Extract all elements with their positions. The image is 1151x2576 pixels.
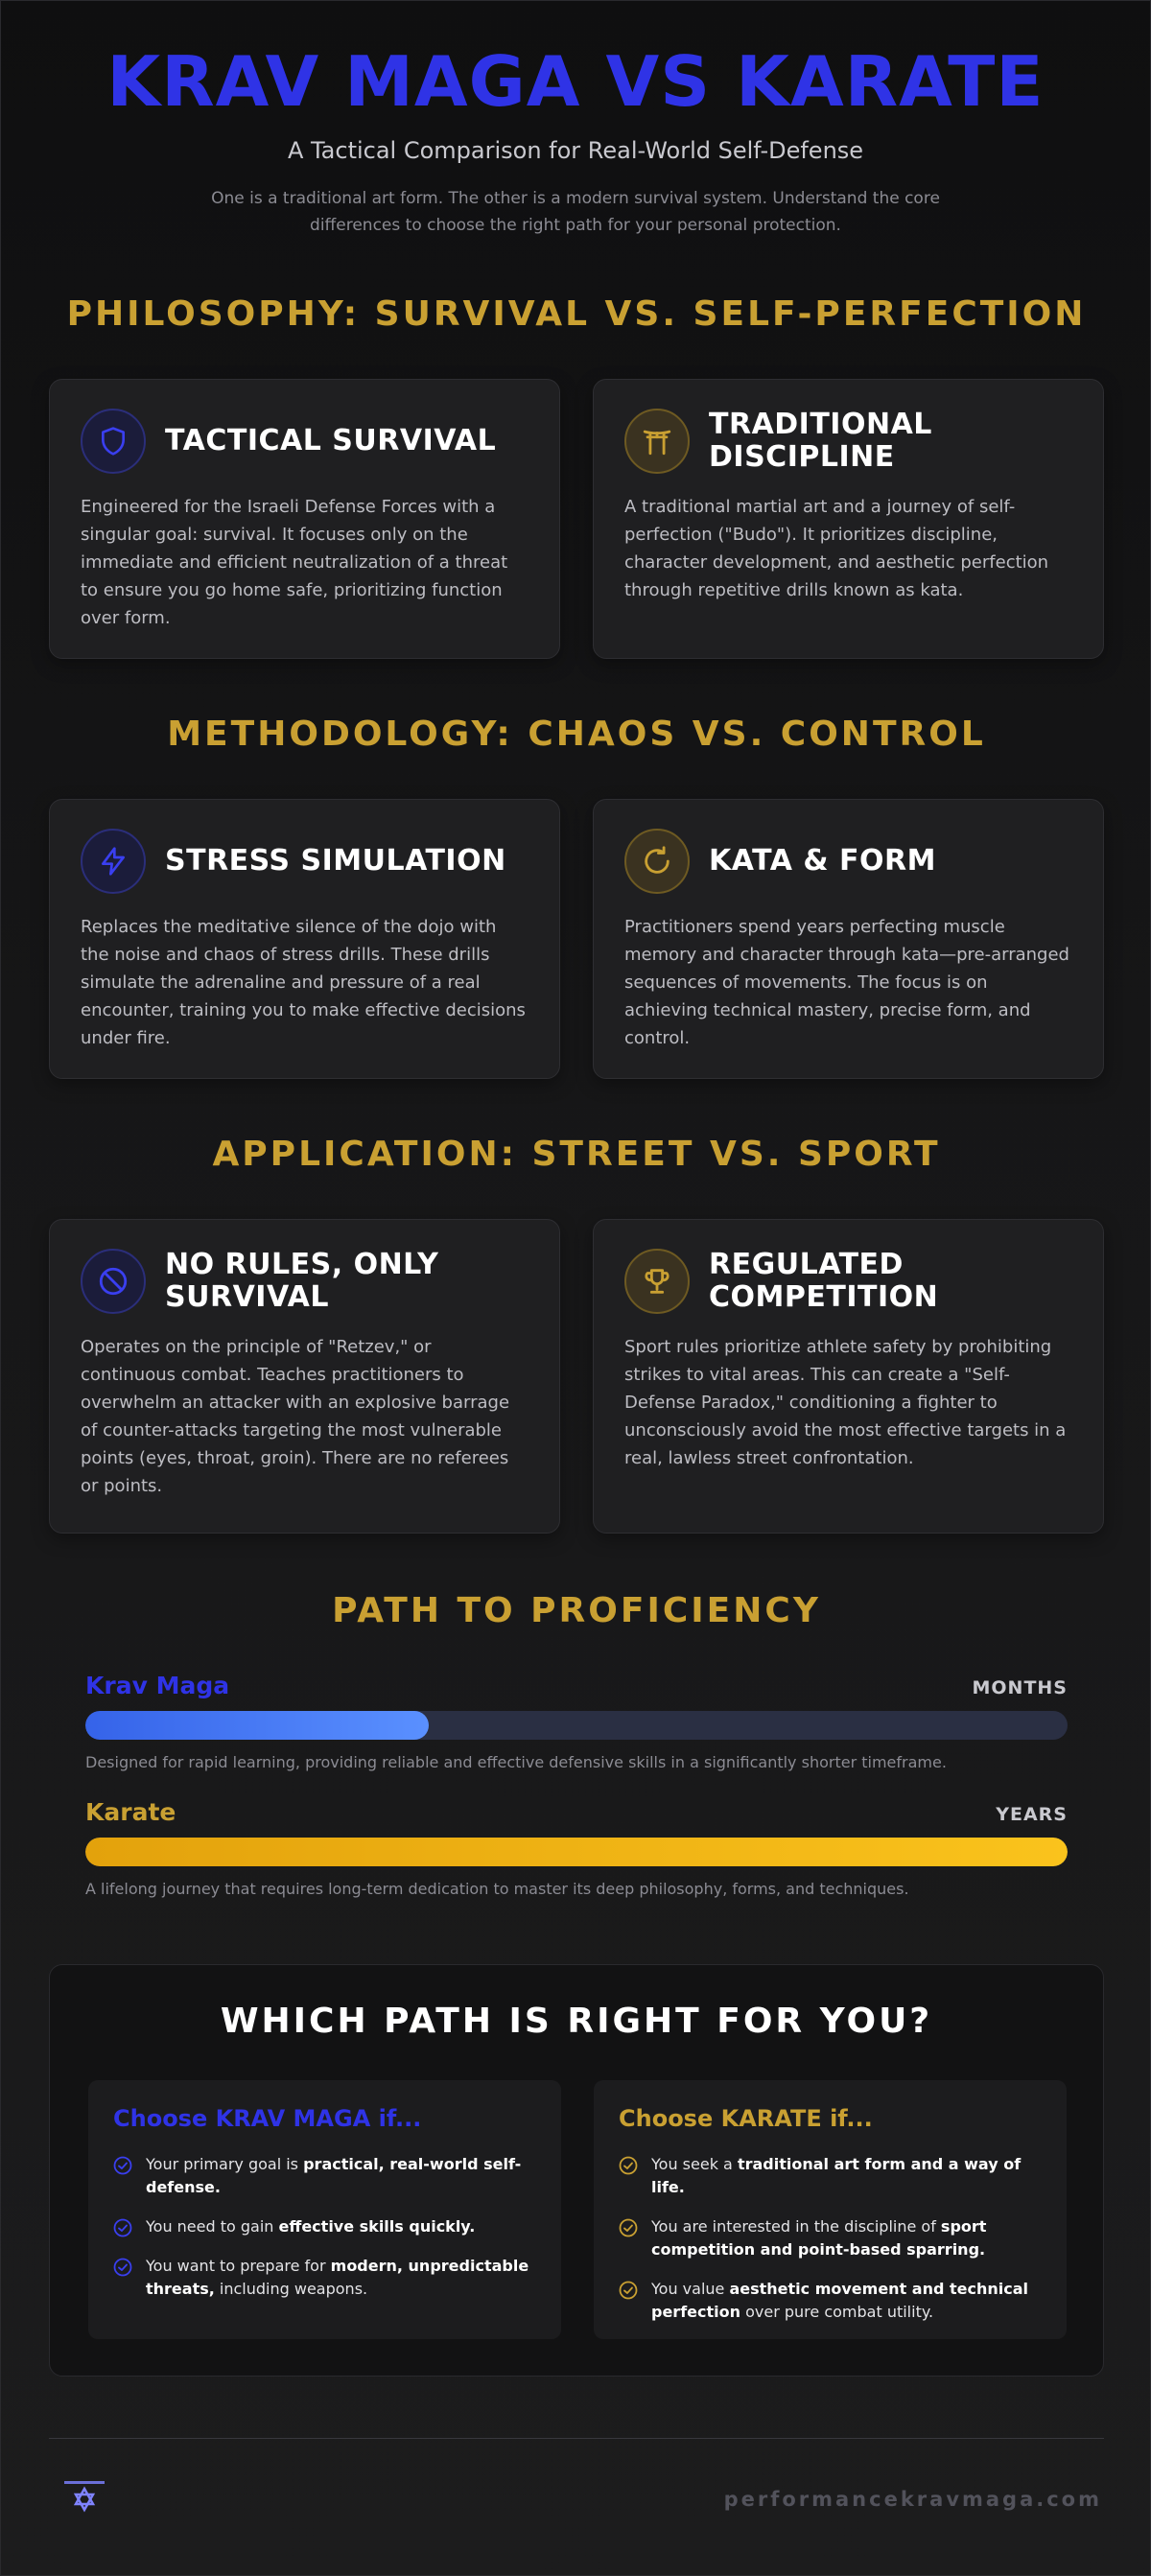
choice-item <box>619 2153 1042 2199</box>
hero <box>1 1 1150 239</box>
choice-title: WHICH PATH IS RIGHT FOR YOU? <box>220 2002 933 2041</box>
check-circle-icon <box>113 2156 132 2175</box>
card-title: TRADITIONAL DISCIPLINE <box>709 408 932 474</box>
card-tactical-survival <box>49 379 560 659</box>
trophy-icon <box>624 1249 690 1314</box>
card-body: Practitioners spend years perfecting muscle memory and character through kata—pre-arranged sequences of movements. The focus is on achieving technical mastery, precise form, and control. <box>624 917 1069 1048</box>
card-title: NO RULES, ONLY SURVIVAL <box>165 1248 439 1314</box>
card-stress-simulation <box>49 799 560 1079</box>
choice-list <box>619 2153 1042 2324</box>
progress-track <box>85 1711 1068 1740</box>
choice-heading: Choose KARATE if... <box>619 2105 873 2132</box>
site-url: performancekravmaga.com <box>723 2488 1102 2511</box>
choice-panel <box>49 1964 1104 2377</box>
choice-item-text: You seek a traditional art form and a way of life. <box>651 2155 1022 2196</box>
section-title-proficiency: PATH TO PROFICIENCY <box>332 1591 821 1630</box>
choice-krav <box>88 2080 561 2339</box>
card-body: Replaces the meditative silence of the dojo with the noise and chaos of stress drills. These drills simulate the adrenaline and pressure of a real encounter, training you to make effective decisions under fire. <box>81 917 526 1048</box>
card-title: STRESS SIMULATION <box>165 844 506 878</box>
choice-item-text: You need to gain effective skills quickly. <box>146 2217 476 2236</box>
card-body: Operates on the principle of "Retzev," or continuous combat. Teaches practitioners to overwhelm an attacker with an explosive barrage of counter-attacks targeting the most vulnerable points (eyes, throat, groin). There are no referees or points. <box>81 1337 510 1496</box>
page-subtitle: A Tactical Comparison for Real-World Self-Defense <box>287 137 864 164</box>
choice-item <box>113 2215 536 2238</box>
philosophy-cards <box>49 379 1104 659</box>
rotate-icon <box>624 829 690 894</box>
card-regulated-competition <box>593 1219 1104 1534</box>
section-title-application: APPLICATION: STREET VS. SPORT <box>212 1135 941 1174</box>
choice-item-text: Your primary goal is practical, real-world self-defense. <box>146 2155 522 2196</box>
page-description: One is a traditional art form. The other is a modern survival system. Understand the core differences to choose the right path for your personal protection. <box>211 189 940 235</box>
choice-item <box>113 2153 536 2199</box>
path-description: Designed for rapid learning, providing reliable and effective defensive skills in a significantly shorter timeframe. <box>85 1753 947 1771</box>
card-traditional-discipline <box>593 379 1104 659</box>
progress-fill <box>85 1711 429 1740</box>
path-name: Karate <box>85 1798 176 1826</box>
path-krav-maga <box>85 1672 1068 1771</box>
card-kata-form <box>593 799 1104 1079</box>
choice-item-text: You value aesthetic movement and technical perfection over pure combat utility. <box>651 2280 1029 2321</box>
section-title-philosophy: PHILOSOPHY: SURVIVAL VS. SELF-PERFECTION <box>66 294 1087 334</box>
application-cards <box>49 1219 1104 1534</box>
choice-item-text: You want to prepare for modern, unpredictable threats, including weapons. <box>146 2257 529 2298</box>
card-body: Engineered for the Israeli Defense Forces with a singular goal: survival. It focuses only on the immediate and efficient neutralization of a threat to ensure you go home safe, prioritizing function over form. <box>81 497 508 628</box>
path-description: A lifelong journey that requires long-term dedication to master its deep philosophy, forms, and techniques. <box>85 1880 909 1898</box>
choice-item <box>113 2255 536 2301</box>
choice-item-text: You are interested in the discipline of sport competition and point-based sparring. <box>651 2217 987 2259</box>
card-title: TACTICAL SURVIVAL <box>165 424 497 457</box>
card-body: A traditional martial art and a journey of self-perfection ("Budo"). It prioritizes discipline, character development, and aesthetic perfection through repetitive drills known as kata. <box>624 497 1049 600</box>
card-title: REGULATED COMPETITION <box>709 1248 939 1314</box>
choice-heading: Choose KRAV MAGA if... <box>113 2105 422 2132</box>
progress-fill <box>85 1838 1068 1866</box>
card-body: Sport rules prioritize athlete safety by prohibiting strikes to vital areas. This can create a "Self-Defense Paradox," conditioning a fighter to unconsciously avoid the most effective targets in a real, lawless street confrontation. <box>624 1337 1067 1468</box>
check-circle-icon <box>619 2156 638 2175</box>
torii-gate-icon <box>624 409 690 474</box>
check-circle-icon <box>619 2281 638 2300</box>
lightning-icon <box>81 829 146 894</box>
choice-item <box>619 2278 1042 2324</box>
check-circle-icon <box>113 2218 132 2237</box>
prohibited-icon <box>81 1249 146 1314</box>
progress-track <box>85 1838 1068 1866</box>
path-unit: YEARS <box>996 1804 1068 1825</box>
choice-list <box>113 2153 536 2301</box>
path-unit: MONTHS <box>972 1677 1068 1698</box>
shield-icon <box>81 409 146 474</box>
methodology-cards <box>49 799 1104 1079</box>
brand-logo <box>60 2475 108 2519</box>
path-name: Krav Maga <box>85 1672 230 1699</box>
footer-divider <box>49 2438 1104 2439</box>
choice-item <box>619 2215 1042 2261</box>
section-title-methodology: METHODOLOGY: CHAOS VS. CONTROL <box>167 714 986 754</box>
path-karate <box>85 1798 1068 1898</box>
page-title: KRAV MAGA VS KARATE <box>106 41 1045 122</box>
check-circle-icon <box>113 2258 132 2277</box>
card-title: KATA & FORM <box>709 844 936 878</box>
card-no-rules <box>49 1219 560 1534</box>
choice-karate <box>594 2080 1067 2339</box>
check-circle-icon <box>619 2218 638 2237</box>
